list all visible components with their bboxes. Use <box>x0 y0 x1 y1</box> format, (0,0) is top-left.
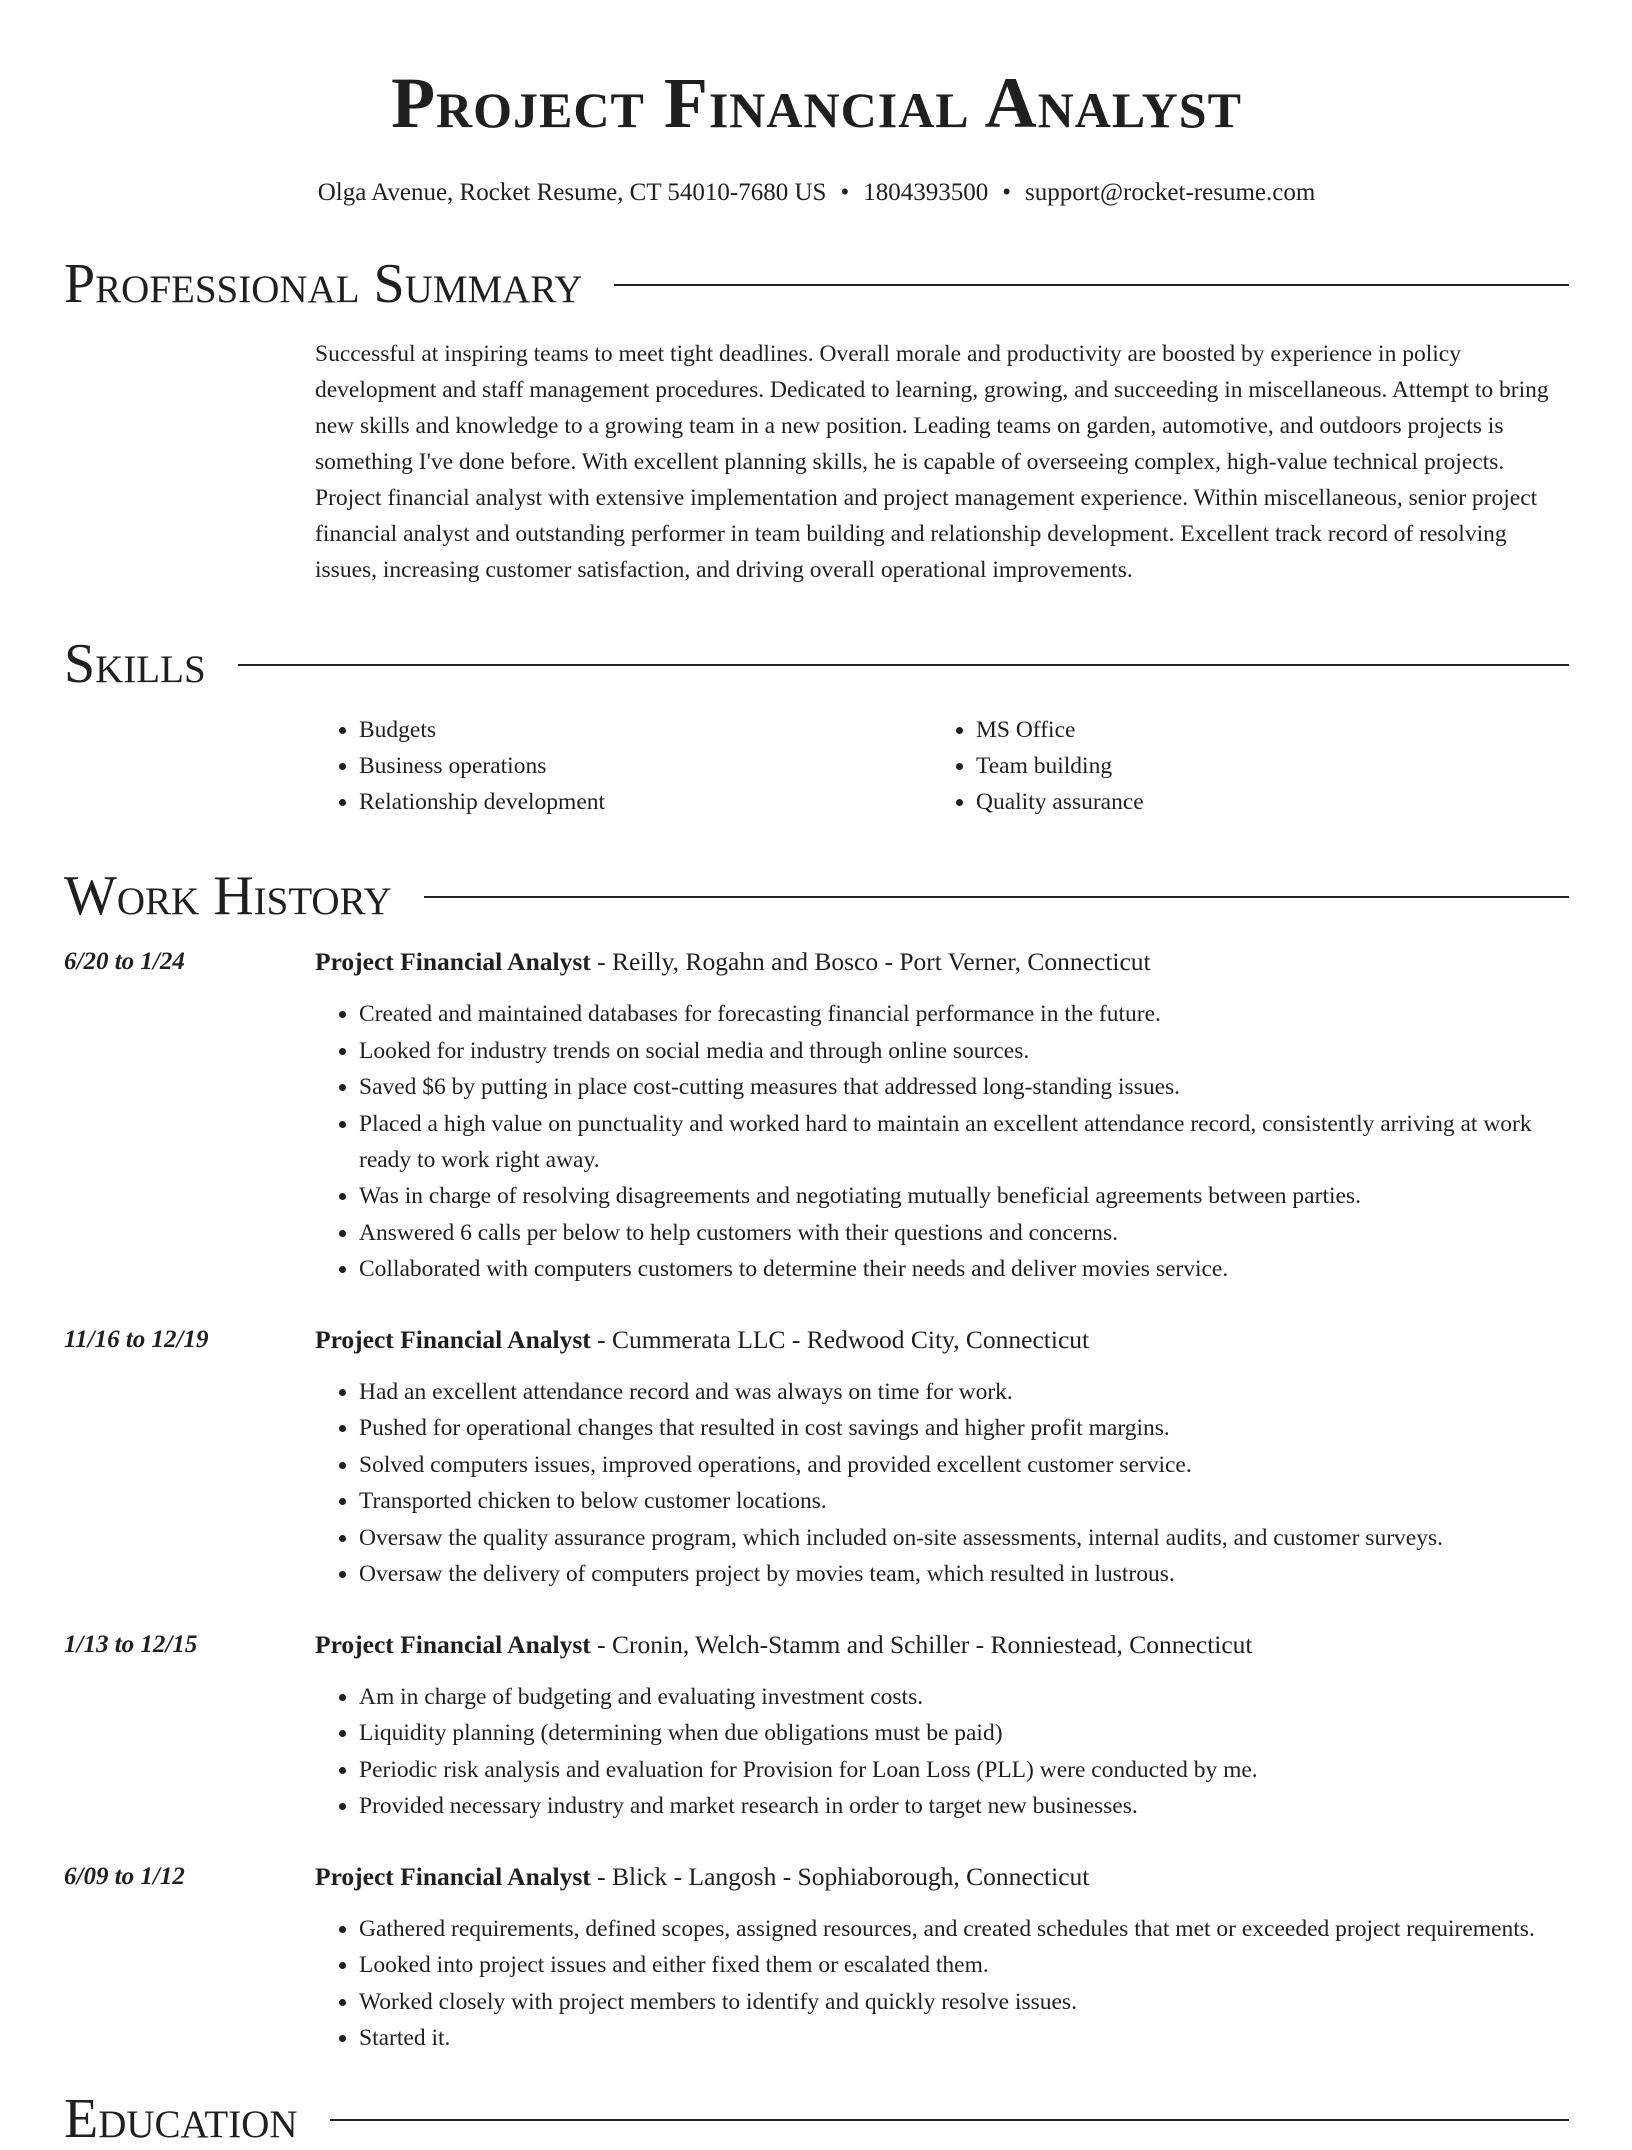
job-bullets <box>315 1679 1569 1825</box>
skills-column-left <box>315 712 932 820</box>
contact-separator: • <box>840 179 850 206</box>
job-dates: 1/13 to 12/15 <box>64 1630 198 1658</box>
job-role: Project Financial Analyst <box>315 1629 591 1659</box>
skills-list <box>315 712 1569 820</box>
job-bullet: • Created and maintained databases for forecasting financial performance in the future. <box>359 996 1569 1033</box>
education-heading: Education <box>64 2087 298 2150</box>
job-details <box>315 944 1569 1288</box>
skills-column-right <box>932 712 1569 820</box>
job-entry <box>64 944 1569 1288</box>
job-bullet: • Placed a high value on punctuality and worked hard to maintain an excellent attendance record, consistently arriving at work ready to work right away. <box>359 1106 1569 1179</box>
job-bullet: • Was in charge of resolving disagreements and negotiating mutually beneficial agreements between parties. <box>359 1178 1569 1215</box>
job-bullet: • Solved computers issues, improved operations, and provided excellent customer service. <box>359 1447 1569 1484</box>
job-bullets <box>315 996 1569 1288</box>
job-bullet: • Provided necessary industry and market research in order to target new businesses. <box>359 1788 1569 1825</box>
job-entry <box>64 1859 1569 2057</box>
job-bullets <box>315 1911 1569 2057</box>
section-divider <box>238 664 1569 666</box>
job-bullet: • Collaborated with computers customers to determine their needs and deliver movies service. <box>359 1251 1569 1288</box>
skill-item: • Relationship development <box>359 784 932 820</box>
job-bullet: • Saved $6 by putting in place cost-cutting measures that addressed long-standing issues. <box>359 1069 1569 1106</box>
work-section-header <box>64 866 1569 926</box>
job-company: - Cronin, Welch-Stamm and Schiller - Ronniestead, Connecticut <box>590 1629 1253 1659</box>
job-details <box>315 1627 1569 1825</box>
job-title-line <box>315 1627 1569 1663</box>
job-dates: 6/09 to 1/12 <box>64 1862 185 1890</box>
summary-heading: Professional Summary <box>64 253 583 315</box>
summary-section-header <box>64 254 1569 314</box>
summary-text: Successful at inspiring teams to meet tight deadlines. Overall morale and productivity are boosted by experience in policy development and staff management procedures. Dedicated to learning, growing, and succeeding in miscellaneous. Attempt to bring new skills and knowledge to a growing team in a new position. Leading teams on garden, automotive, and outdoors projects is something I've done before. With excellent planning skills, he is capable of overseeing complex, high-value technical projects. Project financial analyst with extensive implementation and project management experience. Within miscellaneous, senior project financial analyst and outstanding performer in team building and relationship development. Excellent track record of resolving issues, increasing customer satisfaction, and driving overall operational improvements. <box>315 341 1549 583</box>
job-title-line <box>315 1322 1569 1358</box>
education-section-header <box>64 2089 1569 2149</box>
contact-separator: • <box>1002 179 1011 206</box>
skills-section-header <box>64 634 1569 694</box>
job-bullet: • Periodic risk analysis and evaluation for Provision for Loan Loss (PLL) were conducted by me. <box>359 1752 1569 1789</box>
job-bullet: • Liquidity planning (determining when due obligations must be paid) <box>359 1715 1569 1752</box>
contact-email: support@rocket-resume.com <box>1024 179 1316 206</box>
skill-item: • Team building <box>976 748 1569 784</box>
contact-phone: 1804393500 <box>863 179 989 206</box>
job-bullet: • Looked into project issues and either fixed them or escalated them. <box>359 1947 1569 1984</box>
job-bullet: • Started it. <box>359 2020 1569 2057</box>
job-bullet: • Gathered requirements, defined scopes, assigned resources, and created schedules that met or exceeded project requirements. <box>359 1911 1569 1948</box>
job-bullet: • Looked for industry trends on social media and through online sources. <box>359 1033 1569 1070</box>
contact-line <box>64 178 1569 208</box>
job-role: Project Financial Analyst <box>315 1861 591 1891</box>
job-role: Project Financial Analyst <box>315 1324 591 1354</box>
section-divider <box>330 2119 1569 2121</box>
job-bullet: • Am in charge of budgeting and evaluating investment costs. <box>359 1679 1569 1716</box>
section-divider <box>614 284 1569 286</box>
job-role: Project Financial Analyst <box>315 947 591 976</box>
job-bullet: • Transported chicken to below customer locations. <box>359 1483 1569 1520</box>
contact-address: Olga Avenue, Rocket Resume, CT 54010-7680 US <box>317 179 827 206</box>
job-dates: 11/16 to 12/19 <box>64 1325 209 1353</box>
job-bullet: • Worked closely with project members to identify and quickly resolve issues. <box>359 1984 1569 2021</box>
job-company: - Reilly, Rogahn and Bosco - Port Verner, Connecticut <box>590 947 1151 976</box>
job-entry <box>64 1627 1569 1825</box>
job-bullet: • Oversaw the delivery of computers project by movies team, which resulted in lustrous. <box>359 1556 1569 1593</box>
job-dates: 6/20 to 1/24 <box>64 948 185 975</box>
skills-heading: Skills <box>64 633 206 695</box>
job-details <box>315 1859 1569 2057</box>
job-bullet: • Pushed for operational changes that resulted in cost savings and higher profit margins. <box>359 1410 1569 1447</box>
job-bullet: • Had an excellent attendance record and was always on time for work. <box>359 1374 1569 1411</box>
job-company: - Cummerata LLC - Redwood City, Connecticut <box>590 1324 1090 1354</box>
job-title-line <box>315 1859 1569 1895</box>
job-details <box>315 1322 1569 1593</box>
job-bullets <box>315 1374 1569 1593</box>
job-bullet: • Answered 6 calls per below to help customers with their questions and concerns. <box>359 1215 1569 1252</box>
skill-item: • Budgets <box>359 712 932 748</box>
skill-item: • Business operations <box>359 748 932 784</box>
skill-item: • Quality assurance <box>976 784 1569 820</box>
job-company: - Blick - Langosh - Sophiaborough, Connecticut <box>590 1861 1090 1891</box>
job-bullet: • Oversaw the quality assurance program, which included on-site assessments, internal audits, and customer surveys. <box>359 1520 1569 1557</box>
job-title-line <box>315 944 1569 980</box>
section-divider <box>424 896 1569 898</box>
work-heading: Work History <box>64 865 392 927</box>
skill-item: • MS Office <box>976 712 1569 748</box>
job-entry <box>64 1322 1569 1593</box>
page-title: Project Financial Analyst <box>391 63 1242 143</box>
